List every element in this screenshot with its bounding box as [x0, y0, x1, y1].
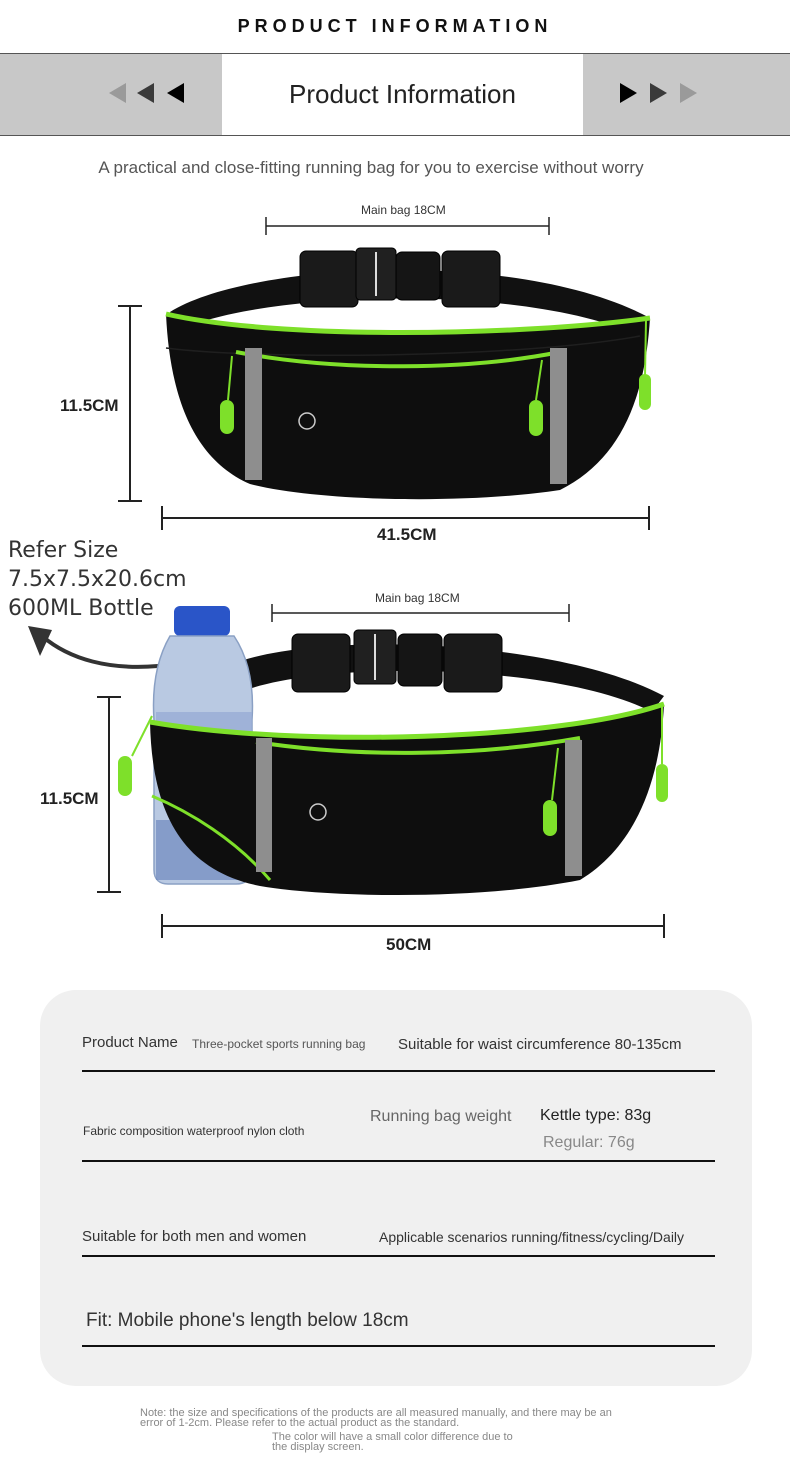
note-line-4: the display screen. [272, 1441, 364, 1453]
banner-title: Product Information [222, 54, 583, 135]
page-subtitle: A practical and close-fitting running bag for you to exercise without worry [98, 158, 644, 177]
page-heading: PRODUCT INFORMATION [237, 16, 553, 36]
fig2-main-bag-label: Main bag 18CM [375, 591, 460, 605]
product-name-value: Three-pocket sports running bag [192, 1037, 366, 1051]
note-line-2: error of 1-2cm. Please refer to the actual product as the standard. [140, 1417, 460, 1429]
weight-label: Running bag weight [370, 1108, 512, 1125]
curved-arrow-icon [42, 636, 158, 667]
spec-divider [82, 1255, 715, 1257]
fit-spec: Fit: Mobile phone's length below 18cm [86, 1310, 409, 1331]
refer-line-1: Refer Size [8, 538, 119, 563]
waist-spec: Suitable for waist circumference 80-135cm [398, 1036, 682, 1053]
note-line-3: The color will have a small color difference due to [272, 1431, 513, 1443]
gender-spec: Suitable for both men and women [82, 1228, 307, 1245]
refer-line-3: 600ML Bottle [8, 596, 154, 621]
product-name-label: Product Name [82, 1034, 178, 1051]
spec-divider [82, 1345, 715, 1347]
note-line-1: Note: the size and specifications of the products are all measured manually, and there may be an [140, 1407, 612, 1419]
kettle-type-weight: Kettle type: 83g [540, 1107, 652, 1124]
spec-divider [82, 1070, 715, 1072]
fig1-height-label: 11.5CM [60, 396, 119, 415]
regular-weight: Regular: 76g [543, 1134, 635, 1151]
fig1-main-bag-label: Main bag 18CM [361, 203, 446, 217]
fig1-width-label: 41.5CM [377, 525, 437, 544]
scenarios-spec: Applicable scenarios running/fitness/cycling/Daily [379, 1229, 685, 1245]
spec-divider [82, 1160, 715, 1162]
fig2-height-label: 11.5CM [40, 789, 99, 808]
fig2-width-label: 50CM [386, 935, 432, 954]
refer-line-2: 7.5x7.5x20.6cm [8, 567, 187, 592]
fabric-spec: Fabric composition waterproof nylon cloth [83, 1124, 305, 1138]
